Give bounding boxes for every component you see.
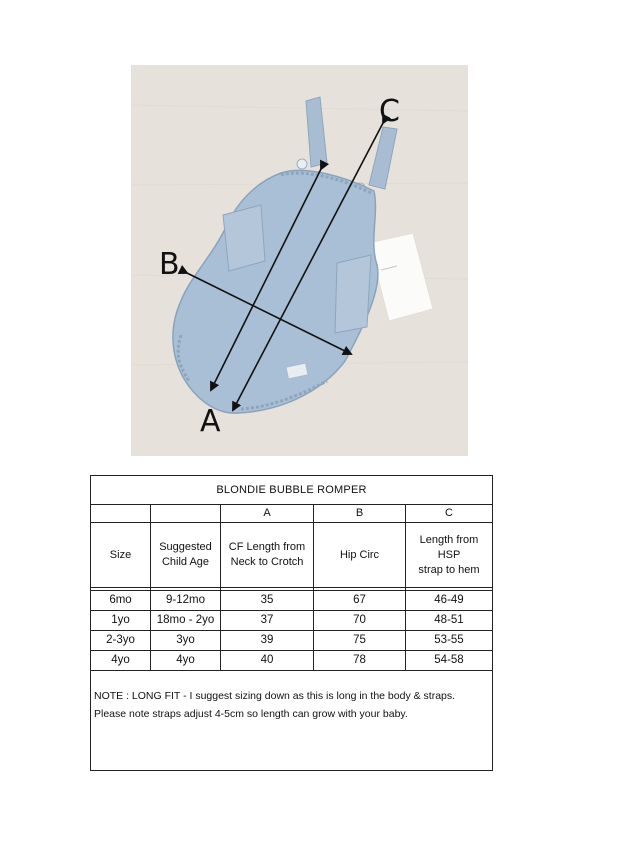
- fit-note: NOTE : LONG FIT - I suggest sizing down as this is long in the body & straps. Please note straps adjust 4-5cm so length can grow with your baby.: [91, 671, 493, 771]
- age-cell: 4yo: [151, 651, 221, 671]
- cf-length-cell: 35: [221, 591, 314, 611]
- header-child-age: Suggested Child Age: [151, 523, 221, 588]
- hsp-length-cell: 48-51: [406, 611, 493, 631]
- header-size: Size: [91, 523, 151, 588]
- age-cell: 9-12mo: [151, 591, 221, 611]
- table-row: [91, 611, 493, 631]
- hip-circ-cell: 75: [314, 631, 406, 651]
- header-row: [91, 523, 493, 588]
- table-title: BLONDIE BUBBLE ROMPER: [91, 476, 493, 505]
- cf-length-cell: 40: [221, 651, 314, 671]
- column-letter: [151, 505, 221, 523]
- column-letter-row: [91, 505, 493, 523]
- size-cell: 1yo: [91, 611, 151, 631]
- hsp-length-cell: 46-49: [406, 591, 493, 611]
- table-row: [91, 591, 493, 611]
- size-cell: 6mo: [91, 591, 151, 611]
- header-hsp-length: Length from HSP strap to hem: [406, 523, 493, 588]
- age-cell: 18mo - 2yo: [151, 611, 221, 631]
- size-cell: 4yo: [91, 651, 151, 671]
- romper-illustration: [131, 65, 468, 456]
- column-letter-b: B: [314, 505, 406, 523]
- cf-length-cell: 39: [221, 631, 314, 651]
- measurement-label-c: C: [379, 94, 400, 129]
- hip-circ-cell: 78: [314, 651, 406, 671]
- size-chart-table: [90, 475, 493, 771]
- product-photo: [131, 65, 468, 456]
- hsp-length-cell: 53-55: [406, 631, 493, 651]
- table-row: [91, 651, 493, 671]
- column-letter: [91, 505, 151, 523]
- cf-length-cell: 37: [221, 611, 314, 631]
- header-hip-circ: Hip Circ: [314, 523, 406, 588]
- measurement-label-b: B: [159, 247, 180, 282]
- measurement-label-a: A: [200, 404, 221, 439]
- header-cf-length: CF Length from Neck to Crotch: [221, 523, 314, 588]
- table-row: [91, 631, 493, 651]
- hip-circ-cell: 67: [314, 591, 406, 611]
- column-letter-c: C: [406, 505, 493, 523]
- column-letter-a: A: [221, 505, 314, 523]
- hsp-length-cell: 54-58: [406, 651, 493, 671]
- hip-circ-cell: 70: [314, 611, 406, 631]
- size-cell: 2-3yo: [91, 631, 151, 651]
- age-cell: 3yo: [151, 631, 221, 651]
